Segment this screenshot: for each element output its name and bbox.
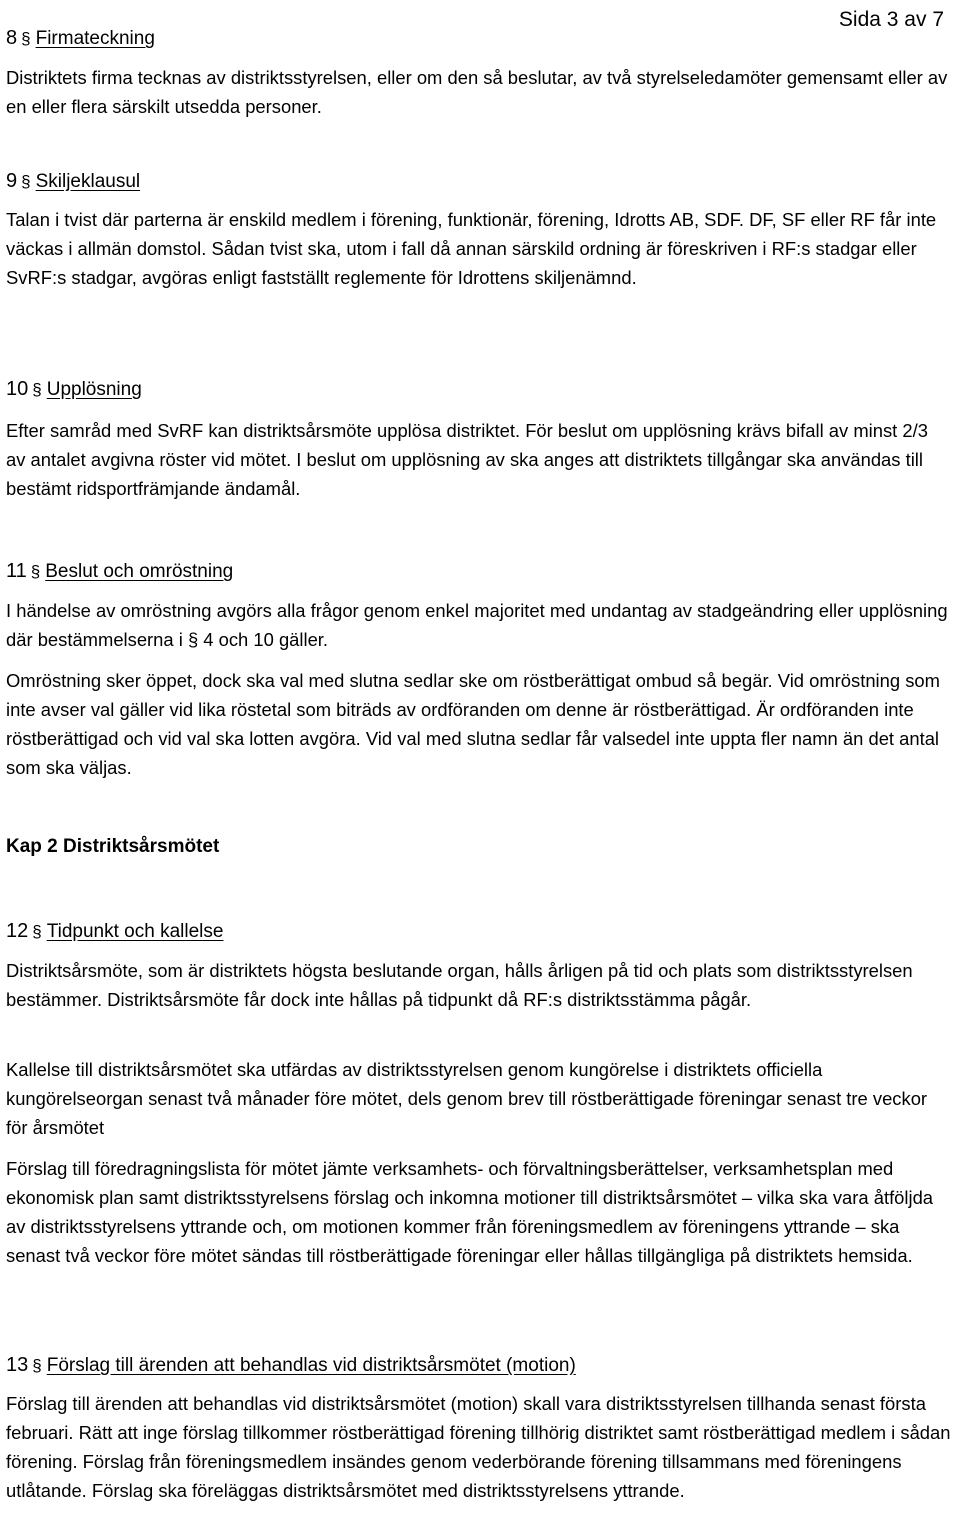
section-11-heading — [6, 561, 233, 581]
section-title: Upplösning — [46, 379, 142, 400]
paragraph-symbol: § — [21, 172, 31, 191]
section-11-paragraph-2: Omröstning sker öppet, dock ska val med slutna sedlar ske om röstberättigat ombud så begär. Vid omröstning som inte avser val gäller vid lika röstetal som biträds av ordföranden om denne är röstberättigad. Är ordföranden inte röstberättigad och vid val ska lotten avgöra. Vid val med slutna sedlar får valsedel inte uppta fler namn än det antal som ska väljas. — [6, 670, 940, 778]
section-8-heading — [6, 28, 155, 48]
section-title: Förslag till ärenden att behandlas vid distriktsårsmötet (motion) — [46, 1355, 576, 1376]
section-number: 12 — [6, 920, 29, 942]
section-12-paragraph-2: Kallelse till distriktsårsmötet ska utfärdas av distriktsstyrelsen genom kungörelse i distriktets officiella kungörelseorgan senast två månader före mötet, dels genom brev till röstberättigade föreningar senast tre veckor för årsmötet — [6, 1059, 928, 1138]
section-8-paragraph: Distriktets firma tecknas av distriktsstyrelsen, eller om den så beslutar, av två styrelseledamöter gemensamt eller av en eller flera särskilt utsedda personer. — [6, 67, 948, 117]
section-9-heading — [6, 171, 140, 191]
section-number: 11 — [6, 560, 27, 582]
section-10-heading — [6, 379, 142, 399]
section-number: 13 — [6, 1354, 29, 1376]
section-9-paragraph: Talan i tvist där parterna är enskild medlem i förening, funktionär, förening, Idrotts AB, SDF. DF, SF eller RF får inte väckas i allmän domstol. Sådan tvist ska, utom i fall då annan särskild ordning är föreskriven i RF:s stadgar eller SvRF:s stadgar, avgöras enligt fastställt reglemente för Idrottens skiljenämnd. — [6, 209, 937, 288]
section-number: 10 — [6, 378, 29, 400]
section-13-heading — [6, 1355, 576, 1375]
chapter-heading: Kap 2 Distriktsårsmötet — [6, 836, 220, 857]
section-title: Beslut och omröstning — [45, 561, 234, 582]
section-13-paragraph: Förslag till ärenden att behandlas vid distriktsårsmötet (motion) skall vara distriktsstyrelsen tillhanda senast första februari. Rätt att inge förslag tillkommer röstberättigad förening tillhörig distriktet samt röstberättigad medlem i sådan förening. Förslag från föreningsmedlem insändes genom vederbörande förening tillsammans med föreningens utlåtande. Förslag ska föreläggas distriktsårsmötet med distriktsstyrelsens yttrande. — [6, 1393, 951, 1501]
paragraph-symbol: § — [32, 1356, 42, 1375]
paragraph-symbol: § — [32, 380, 42, 399]
section-12-heading — [6, 921, 223, 941]
paragraph-symbol: § — [21, 29, 31, 48]
section-title: Firmateckning — [35, 28, 155, 49]
section-10-paragraph: Efter samråd med SvRF kan distriktsårsmöte upplösa distriktet. För beslut om upplösning krävs bifall av minst 2/3 av antalet avgivna röster vid mötet. I beslut om upplösning av ska anges att distriktets tillgångar ska användas till bestämt ridsportfrämjande ändamål. — [6, 420, 928, 499]
section-title: Skiljeklausul — [35, 171, 141, 192]
section-number: 8 — [6, 27, 18, 49]
paragraph-symbol: § — [30, 562, 41, 581]
section-title: Tidpunkt och kallelse — [46, 921, 224, 942]
paragraph-symbol: § — [32, 922, 42, 941]
section-12-paragraph-3: Förslag till föredragningslista för mötet jämte verksamhets- och förvaltningsberättelser, verksamhetsplan med ekonomisk plan samt distriktsstyrelsens förslag och inkomna motioner till distriktsårsmötet – vilka ska vara åtföljda av distriktsstyrelsens yttrande och, om motionen kommer från föreningsmedlem av föreningens yttrande – ska senast två veckor före mötet sändas till röstberättigade föreningar eller hållas tillgängliga på distriktets hemsida. — [6, 1158, 934, 1266]
page-number: Sida 3 av 7 — [838, 8, 944, 31]
section-11-paragraph-1: I händelse av omröstning avgörs alla frågor genom enkel majoritet med undantag av stadgeändring eller upplösning där bestämmelserna i § 4 och 10 gäller. — [6, 600, 948, 650]
section-12-paragraph-1: Distriktsårsmöte, som är distriktets högsta beslutande organ, hålls årligen på tid och plats som distriktsstyrelsen bestämmer. Distriktsårsmöte får dock inte hållas på tidpunkt då RF:s distriktsstämma pågår. — [6, 960, 913, 1010]
section-number: 9 — [6, 170, 18, 192]
